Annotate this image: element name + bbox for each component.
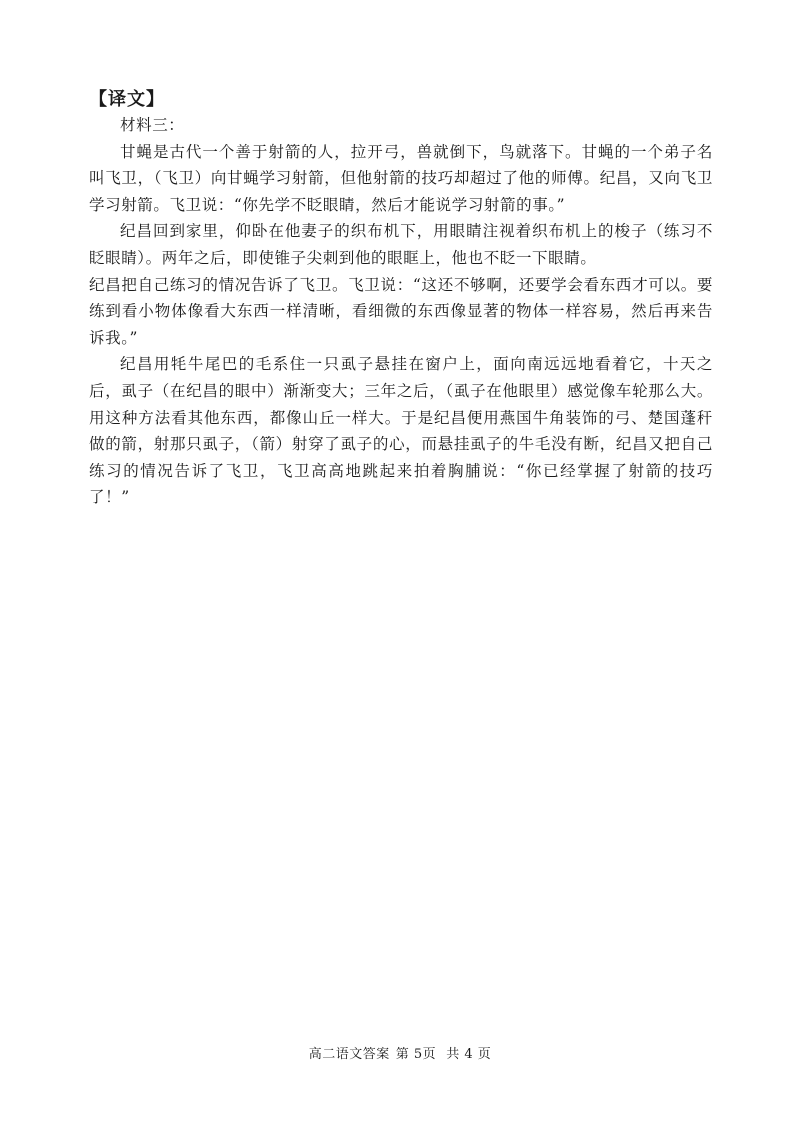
section-heading: 【译文】	[89, 89, 165, 110]
paragraph-2: 纪昌回到家里，仰卧在他妻子的织布机下，用眼睛注视着织布机上的梭子（练习不眨眼睛）。两年之后，即使锥子尖刺到他的眼眶上，他也不眨一下眼睛。	[89, 222, 713, 267]
page-footer	[0, 1046, 800, 1064]
paragraph-3: 纪昌把自己练习的情况告诉了飞卫。飞卫说：“这还不够啊，还要学会看东西才可以。要练到看小物体像看大东西一样清晰，看细微的东西像显著的物体一样容易，然后再来告诉我。”	[89, 275, 713, 347]
footer-doc-title: 高二语文答案	[308, 1047, 390, 1062]
footer-page-number: 第 5页	[395, 1047, 437, 1062]
paragraph-1: 甘蝇是古代一个善于射箭的人，拉开弓，兽就倒下，鸟就落下。甘蝇的一个弟子名叫飞卫，（飞卫）向甘蝇学习射箭，但他射箭的技巧却超过了他的师傅。纪昌，又向飞卫学习射箭。飞卫说：“你先学不眨眼睛，然后才能说学习射箭的事。”	[89, 142, 713, 214]
material-label: 材料三：	[120, 116, 185, 134]
footer-total-pages: 共 4 页	[446, 1047, 492, 1062]
paragraph-4: 纪昌用牦牛尾巴的毛系住一只虱子悬挂在窗户上，面向南远远地看着它，十天之后，虱子（在纪昌的眼中）渐渐变大；三年之后，（虱子在他眼里）感觉像车轮那么大。用这种方法看其他东西，都像山丘一样大。于是纪昌便用燕国牛角装饰的弓、楚国蓬秆做的箭，射那只虱子，（箭）射穿了虱子的心，而悬挂虱子的牛毛没有断，纪昌又把自己练习的情况告诉了飞卫，飞卫高高地跳起来拍着胸脯说：“你已经掌握了射箭的技巧了！”	[89, 355, 713, 507]
translation-body	[89, 112, 713, 511]
